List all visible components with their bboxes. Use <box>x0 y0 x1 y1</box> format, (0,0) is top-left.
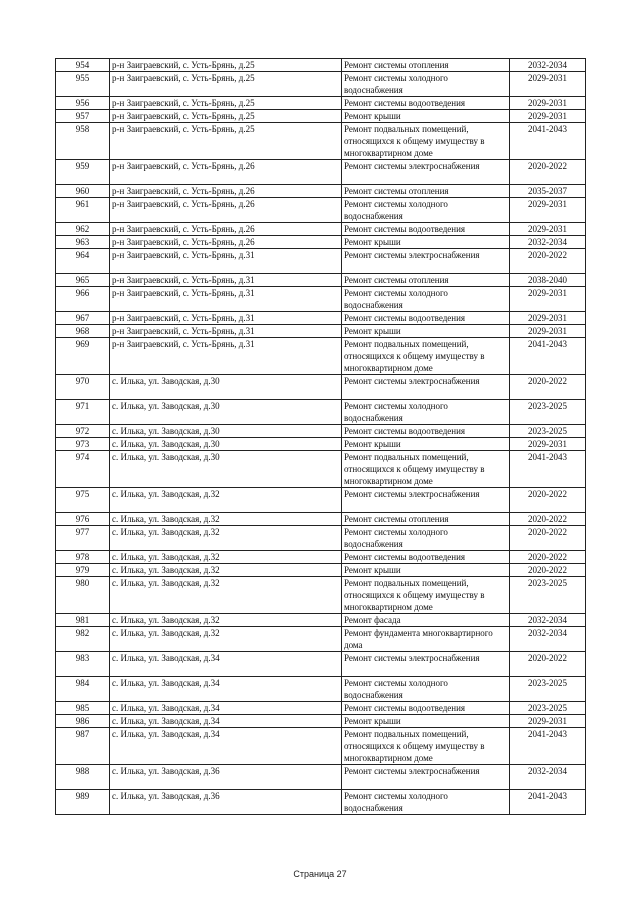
work-type-cell: Ремонт системы электроснабжения <box>342 488 510 513</box>
table-row <box>56 110 586 123</box>
row-number-cell: 955 <box>56 72 110 97</box>
address-cell: р-н Заиграевский, с. Усть-Брянь, д.26 <box>110 185 342 198</box>
table-row <box>56 123 586 160</box>
address-cell: р-н Заиграевский, с. Усть-Брянь, д.26 <box>110 223 342 236</box>
work-type-cell: Ремонт системы водоотведения <box>342 551 510 564</box>
period-cell: 2023-2025 <box>510 702 586 715</box>
period-cell: 2032-2034 <box>510 59 586 72</box>
work-type-cell: Ремонт системы холодного водоснабжения <box>342 72 510 97</box>
work-type-cell: Ремонт подвальных помещений, относящихся к общему имуществу в многоквартирном доме <box>342 728 510 765</box>
address-cell: р-н Заиграевский, с. Усть-Брянь, д.26 <box>110 198 342 223</box>
work-type-cell: Ремонт системы холодного водоснабжения <box>342 287 510 312</box>
table-row <box>56 614 586 627</box>
period-cell: 2032-2034 <box>510 614 586 627</box>
address-cell: с. Илька, ул. Заводская, д.32 <box>110 577 342 614</box>
address-cell: р-н Заиграевский, с. Усть-Брянь, д.31 <box>110 338 342 375</box>
period-cell: 2041-2043 <box>510 790 586 815</box>
address-cell: с. Илька, ул. Заводская, д.32 <box>110 513 342 526</box>
period-cell: 2029-2031 <box>510 72 586 97</box>
period-cell: 2020-2022 <box>510 249 586 274</box>
row-number-cell: 967 <box>56 312 110 325</box>
work-type-cell: Ремонт системы отопления <box>342 185 510 198</box>
row-number-cell: 968 <box>56 325 110 338</box>
address-cell: с. Илька, ул. Заводская, д.34 <box>110 677 342 702</box>
period-cell: 2035-2037 <box>510 185 586 198</box>
row-number-cell: 977 <box>56 526 110 551</box>
period-cell: 2032-2034 <box>510 627 586 652</box>
works-table <box>55 58 586 815</box>
period-cell: 2020-2022 <box>510 551 586 564</box>
address-cell: с. Илька, ул. Заводская, д.32 <box>110 551 342 564</box>
row-number-cell: 989 <box>56 790 110 815</box>
work-type-cell: Ремонт системы водоотведения <box>342 425 510 438</box>
work-type-cell: Ремонт системы отопления <box>342 513 510 526</box>
table-row <box>56 790 586 815</box>
work-type-cell: Ремонт системы отопления <box>342 59 510 72</box>
table-row <box>56 72 586 97</box>
table-row <box>56 715 586 728</box>
table-row <box>56 702 586 715</box>
row-number-cell: 954 <box>56 59 110 72</box>
work-type-cell: Ремонт системы электроснабжения <box>342 160 510 185</box>
row-number-cell: 963 <box>56 236 110 249</box>
address-cell: с. Илька, ул. Заводская, д.34 <box>110 715 342 728</box>
period-cell: 2041-2043 <box>510 451 586 488</box>
period-cell: 2020-2022 <box>510 488 586 513</box>
table-row <box>56 577 586 614</box>
table-row <box>56 627 586 652</box>
work-type-cell: Ремонт подвальных помещений, относящихся к общему имуществу в многоквартирном доме <box>342 123 510 160</box>
table-row <box>56 728 586 765</box>
table-row <box>56 375 586 400</box>
row-number-cell: 985 <box>56 702 110 715</box>
page-number: Страница 27 <box>293 869 347 879</box>
table-row <box>56 338 586 375</box>
work-type-cell: Ремонт системы водоотведения <box>342 97 510 110</box>
row-number-cell: 960 <box>56 185 110 198</box>
period-cell: 2029-2031 <box>510 715 586 728</box>
row-number-cell: 961 <box>56 198 110 223</box>
work-type-cell: Ремонт системы водоотведения <box>342 702 510 715</box>
address-cell: с. Илька, ул. Заводская, д.36 <box>110 790 342 815</box>
address-cell: р-н Заиграевский, с. Усть-Брянь, д.31 <box>110 312 342 325</box>
work-type-cell: Ремонт крыши <box>342 325 510 338</box>
row-number-cell: 976 <box>56 513 110 526</box>
row-number-cell: 974 <box>56 451 110 488</box>
table-row <box>56 223 586 236</box>
address-cell: р-н Заиграевский, с. Усть-Брянь, д.25 <box>110 123 342 160</box>
address-cell: с. Илька, ул. Заводская, д.30 <box>110 438 342 451</box>
work-type-cell: Ремонт системы холодного водоснабжения <box>342 400 510 425</box>
table-row <box>56 325 586 338</box>
table-body <box>56 59 586 815</box>
address-cell: р-н Заиграевский, с. Усть-Брянь, д.25 <box>110 59 342 72</box>
address-cell: с. Илька, ул. Заводская, д.30 <box>110 425 342 438</box>
work-type-cell: Ремонт крыши <box>342 715 510 728</box>
row-number-cell: 966 <box>56 287 110 312</box>
row-number-cell: 972 <box>56 425 110 438</box>
row-number-cell: 987 <box>56 728 110 765</box>
table-row <box>56 451 586 488</box>
period-cell: 2032-2034 <box>510 765 586 790</box>
row-number-cell: 959 <box>56 160 110 185</box>
row-number-cell: 975 <box>56 488 110 513</box>
work-type-cell: Ремонт фундамента многоквартирного дома <box>342 627 510 652</box>
period-cell: 2029-2031 <box>510 198 586 223</box>
table-row <box>56 59 586 72</box>
work-type-cell: Ремонт системы электроснабжения <box>342 375 510 400</box>
period-cell: 2029-2031 <box>510 97 586 110</box>
period-cell: 2020-2022 <box>510 375 586 400</box>
row-number-cell: 964 <box>56 249 110 274</box>
period-cell: 2020-2022 <box>510 513 586 526</box>
table-row <box>56 765 586 790</box>
period-cell: 2029-2031 <box>510 110 586 123</box>
table-row <box>56 425 586 438</box>
row-number-cell: 983 <box>56 652 110 677</box>
work-type-cell: Ремонт системы холодного водоснабжения <box>342 526 510 551</box>
address-cell: с. Илька, ул. Заводская, д.30 <box>110 400 342 425</box>
work-type-cell: Ремонт крыши <box>342 438 510 451</box>
row-number-cell: 982 <box>56 627 110 652</box>
address-cell: с. Илька, ул. Заводская, д.34 <box>110 652 342 677</box>
table-row <box>56 249 586 274</box>
work-type-cell: Ремонт фасада <box>342 614 510 627</box>
period-cell: 2041-2043 <box>510 338 586 375</box>
row-number-cell: 970 <box>56 375 110 400</box>
table-row <box>56 526 586 551</box>
address-cell: р-н Заиграевский, с. Усть-Брянь, д.25 <box>110 72 342 97</box>
address-cell: с. Илька, ул. Заводская, д.32 <box>110 488 342 513</box>
period-cell: 2041-2043 <box>510 123 586 160</box>
address-cell: с. Илька, ул. Заводская, д.36 <box>110 765 342 790</box>
row-number-cell: 971 <box>56 400 110 425</box>
table-row <box>56 564 586 577</box>
period-cell: 2029-2031 <box>510 287 586 312</box>
period-cell: 2023-2025 <box>510 400 586 425</box>
period-cell: 2020-2022 <box>510 160 586 185</box>
address-cell: р-н Заиграевский, с. Усть-Брянь, д.31 <box>110 274 342 287</box>
work-type-cell: Ремонт подвальных помещений, относящихся к общему имуществу в многоквартирном доме <box>342 577 510 614</box>
table-row <box>56 488 586 513</box>
address-cell: с. Илька, ул. Заводская, д.32 <box>110 614 342 627</box>
work-type-cell: Ремонт крыши <box>342 564 510 577</box>
period-cell: 2023-2025 <box>510 577 586 614</box>
work-type-cell: Ремонт системы холодного водоснабжения <box>342 198 510 223</box>
row-number-cell: 981 <box>56 614 110 627</box>
table-row <box>56 551 586 564</box>
table-row <box>56 312 586 325</box>
period-cell: 2029-2031 <box>510 325 586 338</box>
row-number-cell: 965 <box>56 274 110 287</box>
table-row <box>56 287 586 312</box>
table-row <box>56 198 586 223</box>
address-cell: р-н Заиграевский, с. Усть-Брянь, д.25 <box>110 110 342 123</box>
work-type-cell: Ремонт системы электроснабжения <box>342 652 510 677</box>
period-cell: 2038-2040 <box>510 274 586 287</box>
table-row <box>56 400 586 425</box>
row-number-cell: 978 <box>56 551 110 564</box>
address-cell: р-н Заиграевский, с. Усть-Брянь, д.31 <box>110 249 342 274</box>
row-number-cell: 962 <box>56 223 110 236</box>
work-type-cell: Ремонт подвальных помещений, относящихся к общему имуществу в многоквартирном доме <box>342 451 510 488</box>
work-type-cell: Ремонт крыши <box>342 110 510 123</box>
period-cell: 2029-2031 <box>510 223 586 236</box>
address-cell: с. Илька, ул. Заводская, д.32 <box>110 564 342 577</box>
row-number-cell: 979 <box>56 564 110 577</box>
address-cell: р-н Заиграевский, с. Усть-Брянь, д.25 <box>110 97 342 110</box>
period-cell: 2041-2043 <box>510 728 586 765</box>
period-cell: 2020-2022 <box>510 564 586 577</box>
period-cell: 2023-2025 <box>510 425 586 438</box>
table-row <box>56 160 586 185</box>
table-row <box>56 185 586 198</box>
work-type-cell: Ремонт системы водоотведения <box>342 312 510 325</box>
period-cell: 2029-2031 <box>510 438 586 451</box>
address-cell: с. Илька, ул. Заводская, д.34 <box>110 702 342 715</box>
table-row <box>56 652 586 677</box>
period-cell: 2020-2022 <box>510 526 586 551</box>
table-row <box>56 677 586 702</box>
table-row <box>56 513 586 526</box>
row-number-cell: 958 <box>56 123 110 160</box>
address-cell: р-н Заиграевский, с. Усть-Брянь, д.31 <box>110 325 342 338</box>
row-number-cell: 984 <box>56 677 110 702</box>
address-cell: с. Илька, ул. Заводская, д.34 <box>110 728 342 765</box>
period-cell: 2032-2034 <box>510 236 586 249</box>
row-number-cell: 957 <box>56 110 110 123</box>
row-number-cell: 969 <box>56 338 110 375</box>
address-cell: с. Илька, ул. Заводская, д.30 <box>110 451 342 488</box>
row-number-cell: 973 <box>56 438 110 451</box>
work-type-cell: Ремонт системы электроснабжения <box>342 765 510 790</box>
work-type-cell: Ремонт подвальных помещений, относящихся к общему имуществу в многоквартирном доме <box>342 338 510 375</box>
row-number-cell: 988 <box>56 765 110 790</box>
work-type-cell: Ремонт системы холодного водоснабжения <box>342 677 510 702</box>
row-number-cell: 980 <box>56 577 110 614</box>
address-cell: р-н Заиграевский, с. Усть-Брянь, д.31 <box>110 287 342 312</box>
table-row <box>56 438 586 451</box>
row-number-cell: 986 <box>56 715 110 728</box>
table-row <box>56 274 586 287</box>
address-cell: р-н Заиграевский, с. Усть-Брянь, д.26 <box>110 236 342 249</box>
table-row <box>56 236 586 249</box>
period-cell: 2029-2031 <box>510 312 586 325</box>
address-cell: с. Илька, ул. Заводская, д.32 <box>110 627 342 652</box>
work-type-cell: Ремонт системы холодного водоснабжения <box>342 790 510 815</box>
period-cell: 2020-2022 <box>510 652 586 677</box>
table-row <box>56 97 586 110</box>
work-type-cell: Ремонт системы водоотведения <box>342 223 510 236</box>
work-type-cell: Ремонт системы электроснабжения <box>342 249 510 274</box>
period-cell: 2023-2025 <box>510 677 586 702</box>
work-type-cell: Ремонт крыши <box>342 236 510 249</box>
address-cell: р-н Заиграевский, с. Усть-Брянь, д.26 <box>110 160 342 185</box>
address-cell: с. Илька, ул. Заводская, д.30 <box>110 375 342 400</box>
work-type-cell: Ремонт системы отопления <box>342 274 510 287</box>
row-number-cell: 956 <box>56 97 110 110</box>
address-cell: с. Илька, ул. Заводская, д.32 <box>110 526 342 551</box>
